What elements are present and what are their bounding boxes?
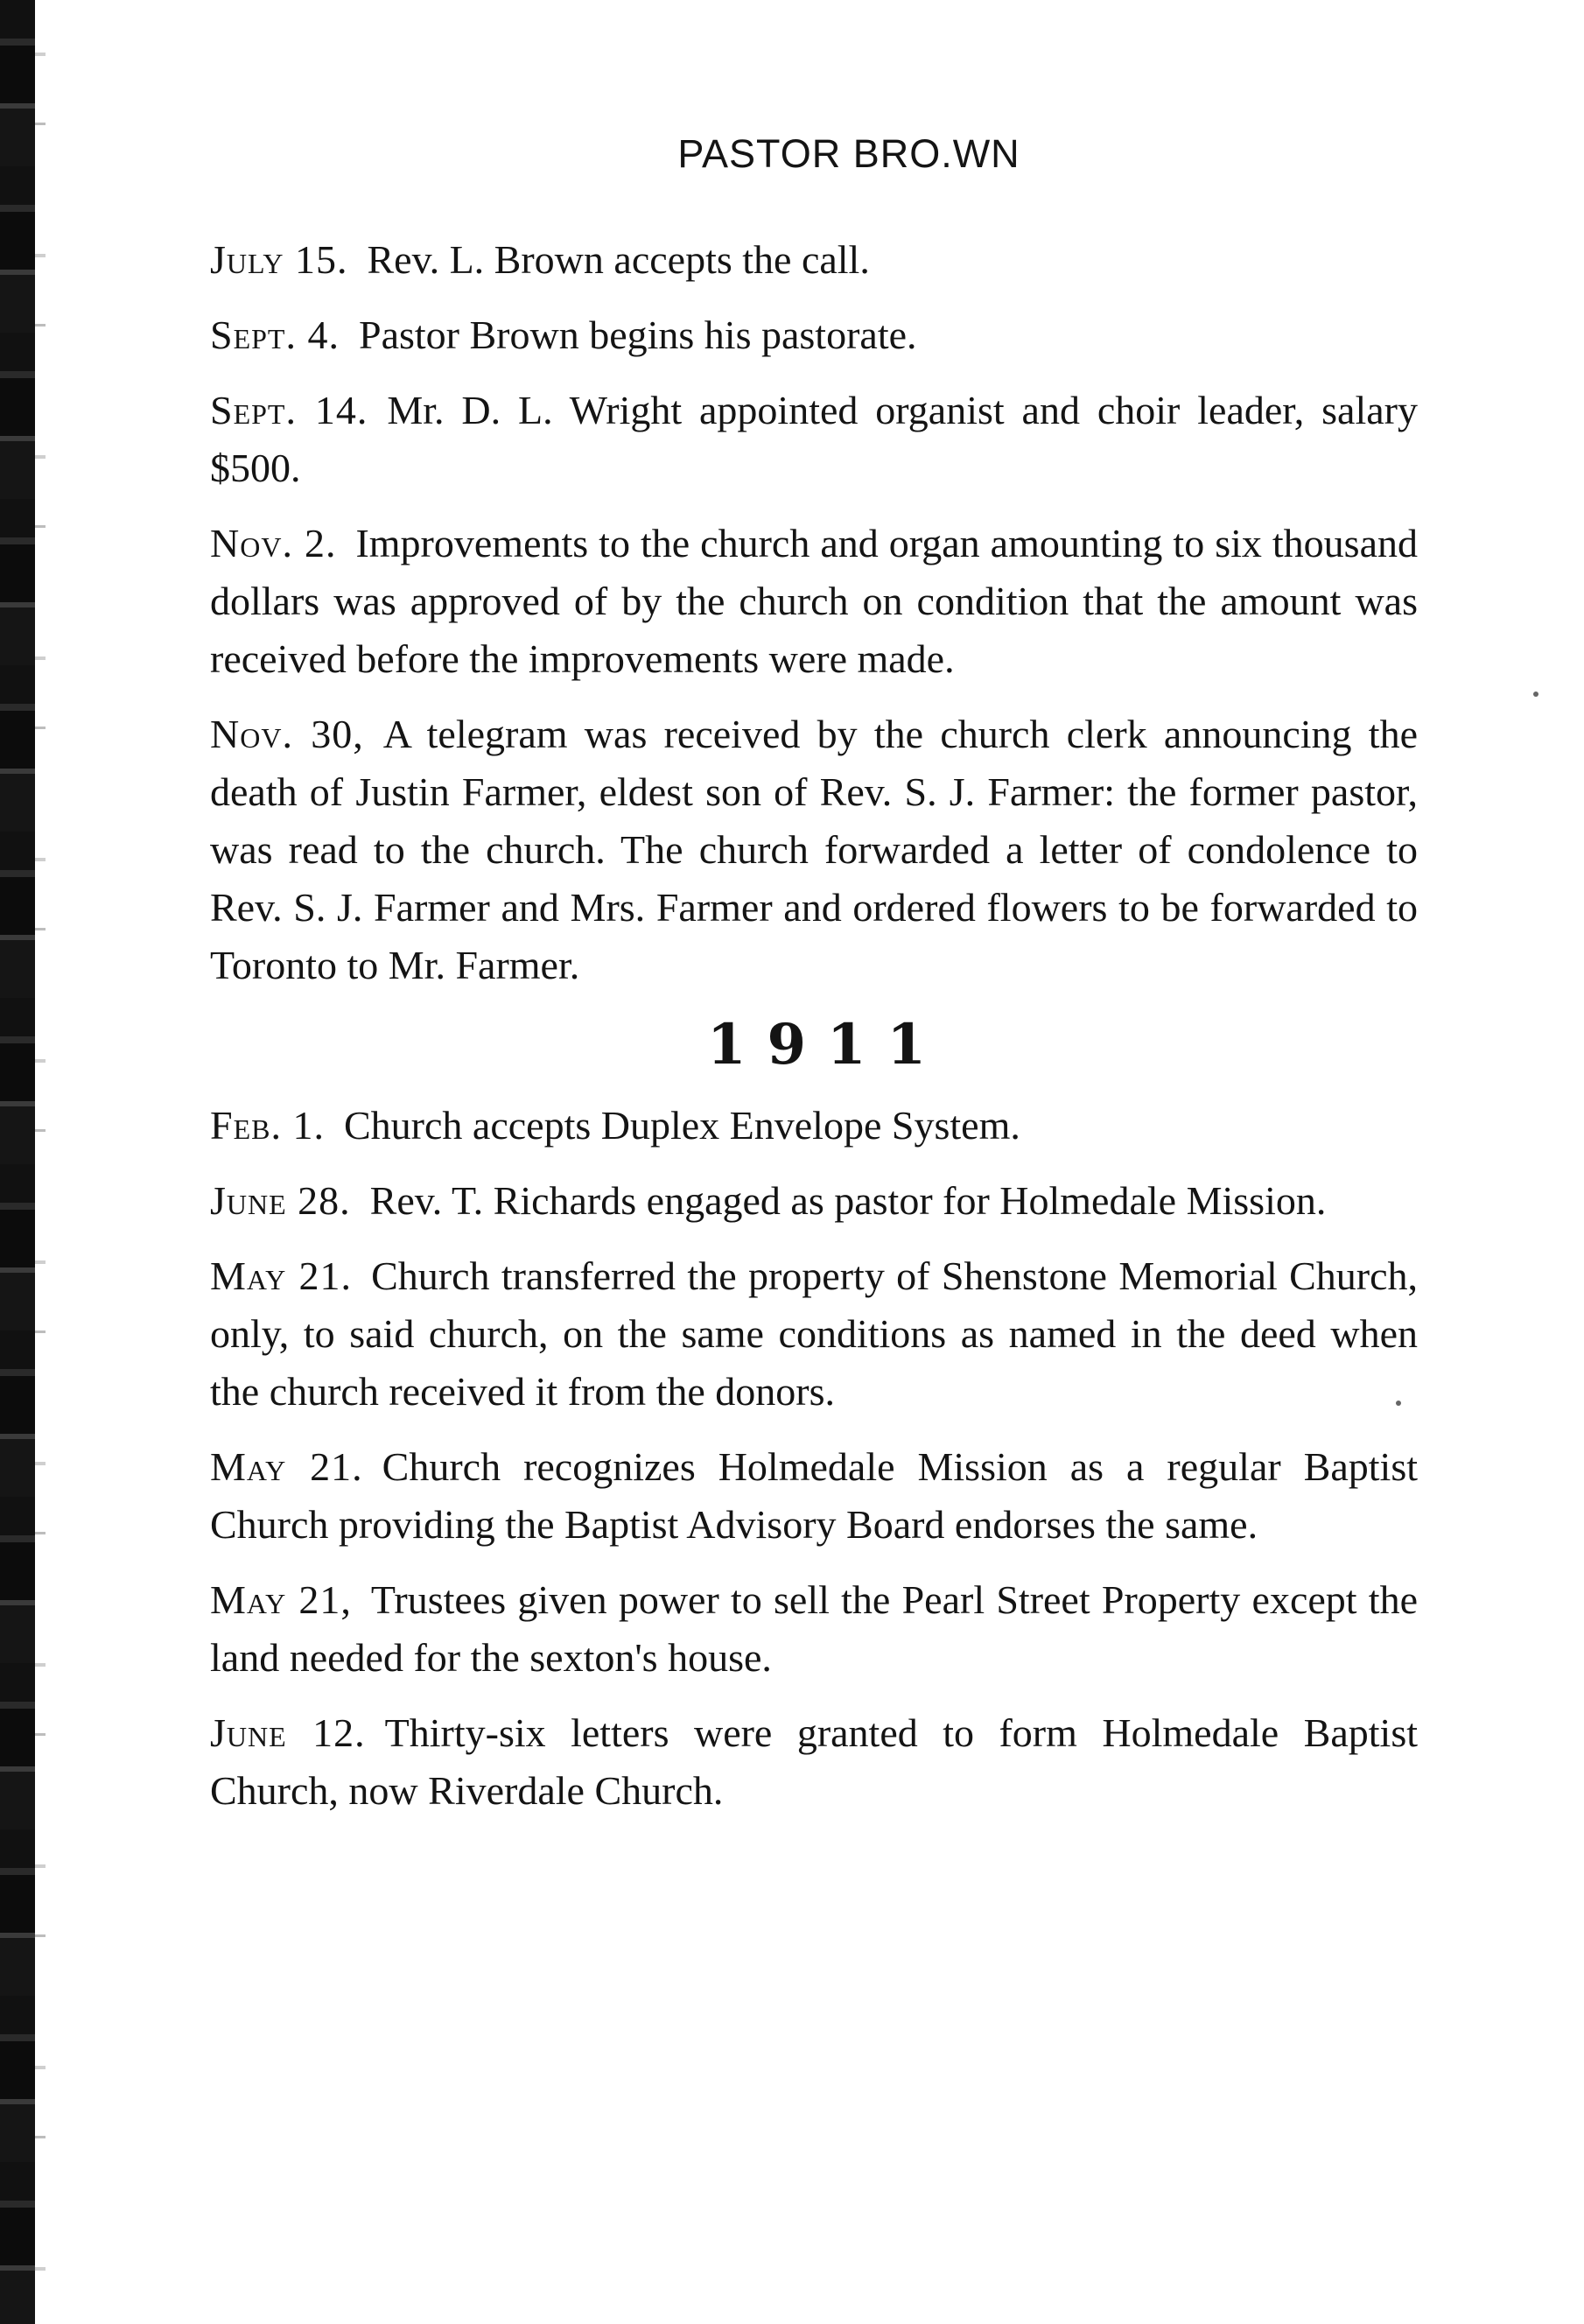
entry-date: May 21, [210, 1577, 352, 1622]
entry-text: Church accepts Duplex Envelope System. [343, 1103, 1020, 1148]
speck [1533, 692, 1538, 697]
page-binding-edge [0, 0, 35, 2324]
entry-date: June 12. [210, 1710, 366, 1755]
entry [210, 1097, 1418, 1155]
entry [210, 1172, 1418, 1230]
running-head: PASTOR BRO.WN [677, 131, 1020, 176]
entry-text: Church recognizes Holmedale Mission as a regular Baptist Church providing the Baptist Advisory Board endorses the same. [210, 1444, 1418, 1547]
entry-date: Nov. 2. [210, 521, 337, 565]
entry-text: Improvements to the church and organ amounting to six thousand dollars was approved of by the church on condition that the amount was received before the improvements were made. [210, 521, 1418, 681]
entry-date: May 21. [210, 1253, 353, 1298]
page-binding-shadow [35, 0, 46, 2324]
year-heading: 1911 [706, 1012, 948, 1078]
entry [210, 1704, 1418, 1820]
entry-text: Pastor Brown begins his pastorate. [358, 312, 917, 357]
entry-text: Thirty-six letters were granted to form Holmedale Baptist Church, now Riverdale Church. [210, 1710, 1419, 1813]
entry [210, 306, 1418, 364]
entry-text: Trustees given power to sell the Pearl Street Property except the land needed for the sexton's house. [210, 1577, 1418, 1680]
entry-date: Sept. 4. [210, 312, 340, 357]
entry [210, 515, 1418, 688]
entry-text: Rev. L. Brown accepts the call. [367, 237, 870, 282]
entry [210, 1571, 1418, 1687]
book-page [210, 131, 1418, 1837]
entry-text: Mr. D. L. Wright appointed organist and choir leader, salary $500. [210, 388, 1418, 490]
entry-date: Sept. 14. [210, 388, 368, 432]
entries-1911 [210, 1097, 1418, 1820]
entry-date: May 21. [210, 1444, 363, 1489]
entry-text: Rev. T. Richards engaged as pastor for Holmedale Mission. [369, 1178, 1327, 1223]
entry [210, 1438, 1418, 1554]
entries-1910 [210, 231, 1418, 994]
entry-date: Nov. 30, [210, 712, 364, 756]
entry-text: Church transferred the property of Shenstone Memorial Church, only, to said church, on the same conditions as named in the deed when the church received it from the donors. [210, 1253, 1419, 1414]
entry [210, 231, 1418, 289]
entry [210, 1247, 1418, 1421]
entry [210, 706, 1418, 994]
entry-text: A telegram was received by the church clerk announcing the death of Justin Farmer, eldest son of Rev. S. J. Farmer: the former pastor, was read to the church. The church forwarded a letter of condolence to Rev. S. J. Farmer and Mrs. Farmer and ordered flowers to be forwarded to Toronto to Mr. Farmer. [210, 712, 1418, 987]
entry-date: Feb. 1. [210, 1103, 325, 1148]
entry-date: July 15. [210, 237, 348, 282]
entry-date: June 28. [210, 1178, 351, 1223]
entry [210, 382, 1418, 497]
